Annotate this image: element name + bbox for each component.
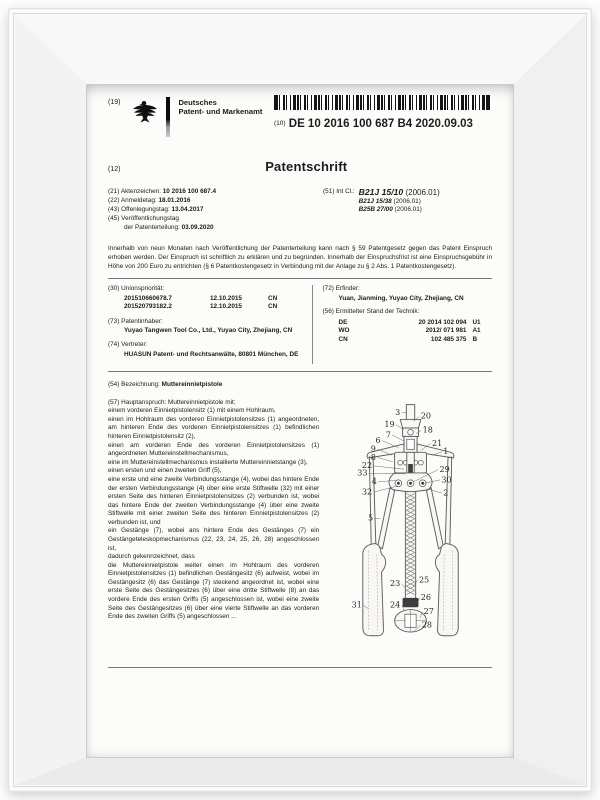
svg-text:2: 2 <box>443 488 449 498</box>
dpma-logo-block <box>108 95 262 137</box>
claim-clause: einen ersten und einen zweiten Griff (5), <box>108 467 222 475</box>
aktenzeichen-line <box>108 188 323 197</box>
svg-text:28: 28 <box>421 620 433 630</box>
ipc-secondary-class: B21J 15/38 <box>358 197 392 205</box>
svg-text:33: 33 <box>357 468 368 478</box>
inid-code-43: (43) <box>108 206 120 214</box>
svg-text:19: 19 <box>384 419 395 429</box>
inid-code-12: (12) <box>108 166 121 173</box>
bottom-divider <box>108 667 492 668</box>
inid-code-21: (21) <box>108 188 120 195</box>
inid-code-30: (30) <box>108 285 120 293</box>
inid-code-10: (10) <box>274 120 286 127</box>
ipc-secondary-year: (2006.01) <box>394 206 422 214</box>
svg-text:22: 22 <box>362 460 373 470</box>
priority-date: 12.10.2015 <box>210 294 242 302</box>
priority-label: Unionspriorität: <box>121 285 165 293</box>
svg-text:21: 21 <box>432 438 443 448</box>
ipc-secondary-year: (2006.01) <box>393 197 421 205</box>
proprietor-value: Yuyao Tangwen Tool Co., Ltd., Yuyao City, Zhejiang, CN <box>124 327 293 335</box>
prior-art-number: 2012/ 071 981 <box>425 327 467 335</box>
int-cl-classes <box>359 188 440 233</box>
priority-country: CN <box>268 294 278 302</box>
prior-art-entry <box>339 319 495 328</box>
invention-title: Muttereinnietpistole <box>161 381 223 389</box>
patenterteilung-label: der Patenterteilung: <box>124 224 180 232</box>
prior-art-entry <box>339 327 495 336</box>
prior-art-country: DE <box>338 318 348 326</box>
ipc-primary-class: B21J 15/10 <box>358 187 404 197</box>
priority-number: 201520793182.2 <box>124 303 172 311</box>
priority-entry <box>108 303 302 312</box>
representative-value: HUASUN Patent- und Rechtsanwälte, 80801 München, DE <box>124 350 299 358</box>
svg-text:30: 30 <box>441 475 452 485</box>
patent-document <box>87 85 513 757</box>
svg-text:18: 18 <box>422 425 434 435</box>
claim-characterizing-phrase: dadurch gekennzeichnet, dass <box>108 553 195 561</box>
aktenzeichen-label: Aktenzeichen: <box>120 188 161 195</box>
aktenzeichen-value: 10 2016 100 687.4 <box>162 188 217 195</box>
int-cl-column <box>323 188 492 233</box>
inid-code-56: (56) <box>322 308 334 316</box>
svg-text:26: 26 <box>421 592 432 602</box>
office-name-line1: Deutsches <box>178 98 217 107</box>
federal-eagle-icon <box>132 97 158 125</box>
priority-entry <box>108 295 302 304</box>
priority-country: CN <box>268 303 278 311</box>
parties-left-column <box>108 285 312 364</box>
inid-code-57: (57) <box>108 398 120 406</box>
representative-label: Vertreter: <box>121 341 148 349</box>
parties-right-column <box>312 285 492 364</box>
patent-figure <box>327 399 495 661</box>
opposition-notice: Innerhalb von neun Monaten nach Veröffentlichung der Patenterteilung kann nach § 59 Patentgesetz gegen das Patent Einspruch erhoben werden. Der Einspruch ist schriftlich zu erklären und zu begründen. Innerhalb der Einspruchsfrist ist eine Einspruchsgebühr in Höhe von 200 Euro zu entrichten (§ 6 Patentkostengesetz in Verbindung mit der Anlage zu § 2 Abs. 1 Patentkostengesetz). <box>108 245 492 270</box>
prior-art-table <box>323 319 495 345</box>
claim-intro-text: Hauptanspruch: Muttereinnietpistole mit: <box>121 398 236 406</box>
inid-code-19: (19) <box>108 99 121 106</box>
int-cl-label: Int Cl.: <box>336 188 355 195</box>
svg-text:4: 4 <box>371 476 378 486</box>
svg-text:1: 1 <box>443 446 449 456</box>
offenlegungstag-line <box>108 206 323 215</box>
prior-art-kind: U1 <box>472 318 481 326</box>
document-type-title: Patentschrift <box>265 159 348 174</box>
inventor-value: Yuan, Jianming, Yuyao City, Zhejiang, CN <box>338 294 464 302</box>
prior-art-number: 20 2014 102 094 <box>418 318 467 326</box>
anmeldetag-line <box>108 197 323 206</box>
svg-text:8: 8 <box>370 452 377 462</box>
publication-block <box>274 95 492 130</box>
logo-divider-bar <box>166 97 170 137</box>
parties-section <box>108 285 492 364</box>
office-name-line2: Patent- und Markenamt <box>178 106 263 116</box>
priority-number: 201510660678.7 <box>124 294 172 302</box>
inid-code-73: (73) <box>108 317 120 325</box>
prior-art-kind: A1 <box>472 327 481 335</box>
inid-code-45: (45) <box>108 215 120 223</box>
veroeffentlichungstag-line2 <box>108 224 323 233</box>
publication-date: 2020.09.03 <box>415 118 473 130</box>
ipc-secondary-2 <box>359 206 440 214</box>
svg-text:7: 7 <box>385 430 392 440</box>
svg-text:9: 9 <box>370 444 377 454</box>
ipc-secondary-class: B25B 27/00 <box>358 206 393 214</box>
claim-clause: eine erste und eine zweite Verbindungsstange (4), wobei das hintere Ende der ersten Verbindungsstange (4) über eine erste Stiftwelle (32) mit einer ersten Seite des hinteren Einnietpistolensitzes (2) verbunden ist, wobei das hintere Ende der zweiten Verbindungsstange (4) über eine zweite Stiftwelle mit einer zweiten Seite des hinteren Einnietpistolensitzes (2) verbunden ist, und <box>108 475 320 526</box>
svg-text:32: 32 <box>362 487 373 497</box>
document-type-line <box>108 159 492 174</box>
claim-clause: einen am vorderen Ende des vorderen Einnietpistolensitzes (1) angeordneten Muttereinstellmechanismus, <box>108 441 320 458</box>
claim-intro <box>108 399 319 408</box>
proprietor-label: Patentinhaber: <box>121 317 163 325</box>
prior-art-label-line <box>323 308 492 317</box>
publication-number: DE 10 2016 100 687 B4 <box>288 118 413 130</box>
inid-code-74: (74) <box>108 341 120 349</box>
prior-art-kind: B <box>472 336 478 344</box>
representative-label-line <box>108 341 302 350</box>
section-divider <box>108 278 492 279</box>
anmeldetag-value: 18.01.2016 <box>158 197 191 205</box>
svg-text:27: 27 <box>423 606 435 616</box>
prior-art-country: CN <box>338 336 348 344</box>
svg-text:6: 6 <box>375 435 381 445</box>
inid-code-54: (54) <box>108 381 120 389</box>
svg-text:20: 20 <box>421 411 432 421</box>
svg-text:24: 24 <box>390 600 401 610</box>
bezeichnung-label: Bezeichnung: <box>121 381 160 389</box>
patenterteilung-date: 03.09.2020 <box>181 224 214 232</box>
int-cl-label-group <box>323 188 355 233</box>
veroeffentlichungstag-line1 <box>108 215 323 224</box>
claim-clause: die Muttereinnietpistole weiter einen im Hohlraum des vorderen Einnietpistolensitzes (1) befindlichen Gestängesitz (6) aufweist, wobei im Gestängesitz (6) das Gestänge (7) steckend angeordnet ist, wobei eine erste Seite des Gestängesitzes (6) über eine dritte Stiftwelle (8) an das vordere Ende des ersten Griffs (5) angeschlossen ist, wobei eine zweite Seite des Gestängesitzes (6) über eine vierte Stiftwelle an das vorderen Ende des zweiten Griffs (5) angeschlossen ... <box>108 561 320 621</box>
filing-data-column <box>108 188 323 233</box>
ipc-primary <box>359 188 440 198</box>
bibliographic-section <box>108 188 492 233</box>
section-divider <box>108 371 492 372</box>
anmeldetag-label: Anmeldetag: <box>120 197 157 205</box>
ipc-primary-year: (2006.01) <box>405 188 440 197</box>
claim-clause: eine im Muttereinstellmechanismus installierte Muttereinnietstange (3), <box>108 458 308 466</box>
offenlegungstag-label: Offenlegungstag: <box>121 206 170 214</box>
rivet-nut-gun-drawing <box>327 399 495 661</box>
prior-art-number: 102 485 375 <box>430 336 467 344</box>
office-name <box>178 97 262 117</box>
veroeffentlichungstag-label: Veröffentlichungstag <box>121 215 179 223</box>
prior-art-entry <box>339 336 495 345</box>
svg-text:25: 25 <box>419 575 430 585</box>
inid-code-22: (22) <box>108 197 120 205</box>
barcode-image <box>274 95 490 110</box>
inventor-label: Erfinder: <box>335 285 360 293</box>
claim-clause: einen im Hohlraum des vorderen Einnietpistolensitzes (1) angeordneten, am hinteren Ende des vorderen Einnietpistolensitzes (1) befindlichen hinteren Einnietpistolensitz (2), <box>108 415 320 441</box>
inventor-label-line <box>323 285 492 294</box>
prior-art-label: Ermittelter Stand der Technik: <box>335 308 420 316</box>
invention-title-line <box>108 381 492 390</box>
claim-and-figure-section <box>108 399 492 661</box>
ipc-secondary-1 <box>359 198 440 206</box>
main-claim-text <box>108 399 319 661</box>
svg-text:31: 31 <box>351 600 363 610</box>
publication-number-line <box>274 118 473 130</box>
proprietor-label-line <box>108 318 302 327</box>
claim-clause: einem vorderen Einnietpistolensitz (1) mit einem Hohlraum, <box>108 407 276 415</box>
inid-code-72: (72) <box>322 285 334 293</box>
svg-text:23: 23 <box>390 578 401 588</box>
claim-clause: ein Gestänge (7), wobei ans hintere Ende des Gestänges (7) ein Gestängeteleskopmechanismus (22, 23, 24, 25, 26, 28) angeschlossen ist, <box>108 527 320 552</box>
inid-code-51: (51) <box>323 188 335 195</box>
document-header <box>108 95 492 137</box>
offenlegungstag-value: 13.04.2017 <box>171 206 204 214</box>
svg-text:3: 3 <box>395 407 401 417</box>
priority-label-line <box>108 285 302 294</box>
svg-text:5: 5 <box>368 513 374 523</box>
prior-art-country: WO <box>338 327 350 335</box>
svg-text:29: 29 <box>439 464 450 474</box>
priority-date: 12.10.2015 <box>210 303 242 311</box>
